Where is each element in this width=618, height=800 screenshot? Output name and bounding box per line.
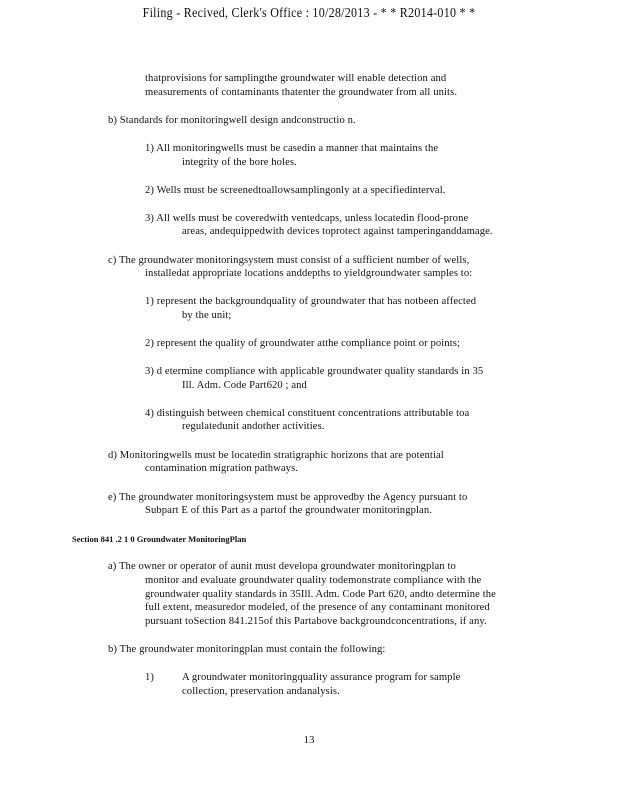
text-line: integrity of the bore holes. xyxy=(182,157,297,168)
text-line: 1) All monitoringwells must be casedin a manner that maintains the xyxy=(145,143,439,154)
text-line: Subpart E of this Part as a partof the groundwater monitoringplan. xyxy=(145,505,432,516)
text-line: 3) d etermine compliance with applicable groundwater quality standards in 35 xyxy=(145,366,484,377)
text-line: d) Monitoringwells must be locatedin stratigraphic horizons that are potential xyxy=(108,450,444,461)
text-line: Ill. Adm. Code Part620 ; and xyxy=(182,380,307,391)
text-line: a) The owner or operator of aunit must developa groundwater monitoringplan to xyxy=(108,561,456,572)
text-line: A groundwater monitoringquality assurance program for sample xyxy=(182,672,461,683)
text-line: b) The groundwater monitoringplan must contain the following: xyxy=(108,644,386,655)
text-line: 2) represent the quality of groundwater atthe compliance point or points; xyxy=(145,338,461,349)
text-line: thatprovisions for samplingthe groundwater will enable detection and xyxy=(145,73,447,84)
text-line: 1) represent the backgroundquality of groundwater that has notbeen affected xyxy=(145,296,477,307)
text-line: installedat appropriate locations anddepths to yieldgroundwater samples to: xyxy=(145,268,473,279)
text-line: collection, preservation andanalysis. xyxy=(182,686,340,697)
text-line: c) The groundwater monitoringsystem must consist of a sufficient number of wells, xyxy=(108,255,470,266)
text-line: b) Standards for monitoringwell design andconstructio n. xyxy=(108,115,356,126)
text-line: monitor and evaluate groundwater quality todemonstrate compliance with the xyxy=(145,575,482,586)
page-number: 13 xyxy=(303,734,315,746)
text-line: pursuant toSection 841.215of this Partabove backgroundconcentrations, if any. xyxy=(145,616,487,627)
text-line: 4) distinguish between chemical constituent concentrations attributable toa xyxy=(145,408,470,419)
text-line: 2) Wells must be screenedtoallowsamplingonly at a specifiedinterval. xyxy=(145,185,446,196)
filing-header: Filing - Recived, Clerk's Office : 10/28/2013 - * * R2014-010 * * xyxy=(142,6,476,21)
text-line: e) The groundwater monitoringsystem must be approvedby the Agency pursuant to xyxy=(108,492,468,503)
text-line: regulatedunit andother activities. xyxy=(182,421,325,432)
section-heading: Section 841 .2 1 0 Groundwater MonitoringPlan xyxy=(72,534,247,544)
text-line: full extent, measuredor modeled, of the presence of any contaminant monitored xyxy=(145,602,490,613)
text-line: areas, andequippedwith devices toprotect against tamperinganddamage. xyxy=(182,226,493,237)
list-marker: 1) xyxy=(145,672,155,683)
text-line: contamination migration pathways. xyxy=(145,463,299,474)
text-line: 3) All wells must be coveredwith ventedcaps, unless locatedin flood-prone xyxy=(145,213,469,224)
text-line: measurements of contaminants thatenter the groundwater from all units. xyxy=(145,87,458,98)
text-line: groundwater quality standards in 35Ill. Adm. Code Part 620, andto determine the xyxy=(145,589,496,600)
text-line: by the unit; xyxy=(182,310,232,321)
